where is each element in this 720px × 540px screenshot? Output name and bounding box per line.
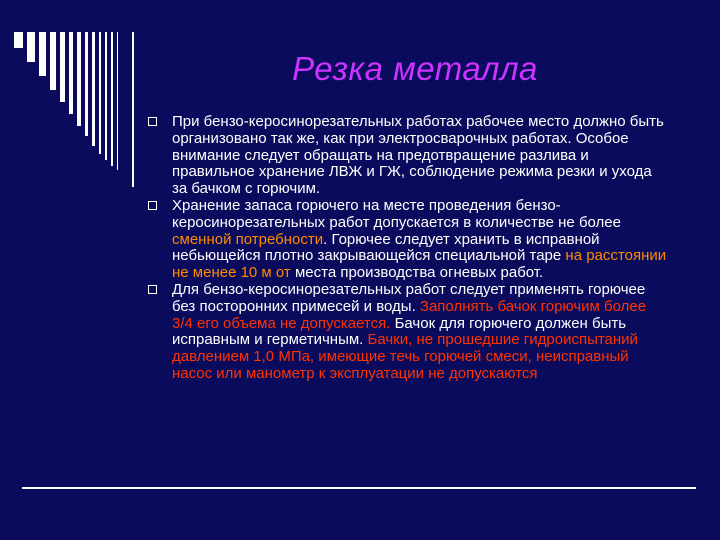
bullet-item-3 — [148, 282, 668, 383]
square-bullet-icon — [148, 201, 157, 210]
stripe — [117, 32, 118, 170]
bullet-item-2 — [148, 198, 668, 282]
bullet-text: При бензо-керосинорезательных работах рабочее место должно быть организовано так же, как при электросварочных работах. Особое внимание следует обращать на предотвращение разлива и правильное хранение ЛВЖ и ГЖ, соблюдение режима резки и ухода за бачком с горючим. — [172, 113, 664, 198]
bullet-text: . Горючее следует хранить в исправной небьющейся плотно закрывающейся специальной таре — [172, 230, 600, 265]
slide-title: Резка металла — [292, 50, 538, 87]
highlight-orange-text: на расстоянии не менее 10 м от — [172, 247, 667, 282]
highlight-red-text: Бачки, не прошедшие гидроиспытаний давлением 1,0 МПа, имеющие течь горючей смеси, неисправный насос или манометр к эксплуатации не допускаются — [172, 331, 638, 382]
stripe — [77, 32, 81, 126]
horizontal-rule — [22, 487, 696, 489]
stripe — [14, 32, 23, 48]
vertical-rule — [132, 32, 134, 187]
stripe — [27, 32, 35, 62]
bullet-text: Для бензо-керосинорезательных работ следует применять горючее без посторонних примесей и воды. — [172, 280, 646, 315]
square-bullet-icon — [148, 285, 157, 294]
stripe — [60, 32, 65, 102]
stripe — [99, 32, 101, 154]
stripe — [50, 32, 56, 90]
bullet-item-1 — [148, 114, 668, 198]
stripe — [39, 32, 46, 76]
stripe — [105, 32, 107, 160]
square-bullet-icon — [148, 117, 157, 126]
bullet-list — [148, 114, 668, 383]
highlight-red-text: Заполнять бачок горючим более 3/4 его объема не допускается. — [172, 297, 647, 332]
stripe — [92, 32, 95, 146]
stripe — [85, 32, 88, 136]
highlight-orange-text: сменной потребности — [172, 230, 324, 248]
stripe — [69, 32, 73, 114]
stripe — [111, 32, 113, 166]
bullet-text: Хранение запаса горючего на месте проведения бензо-керосинорезательных работ допускается в количестве не более — [172, 196, 621, 231]
decorative-stripes — [14, 32, 134, 172]
bullet-text: Бачок для горючего должен быть исправным и герметичным. — [172, 314, 627, 349]
bullet-text: места производства огневых работ. — [290, 264, 544, 282]
